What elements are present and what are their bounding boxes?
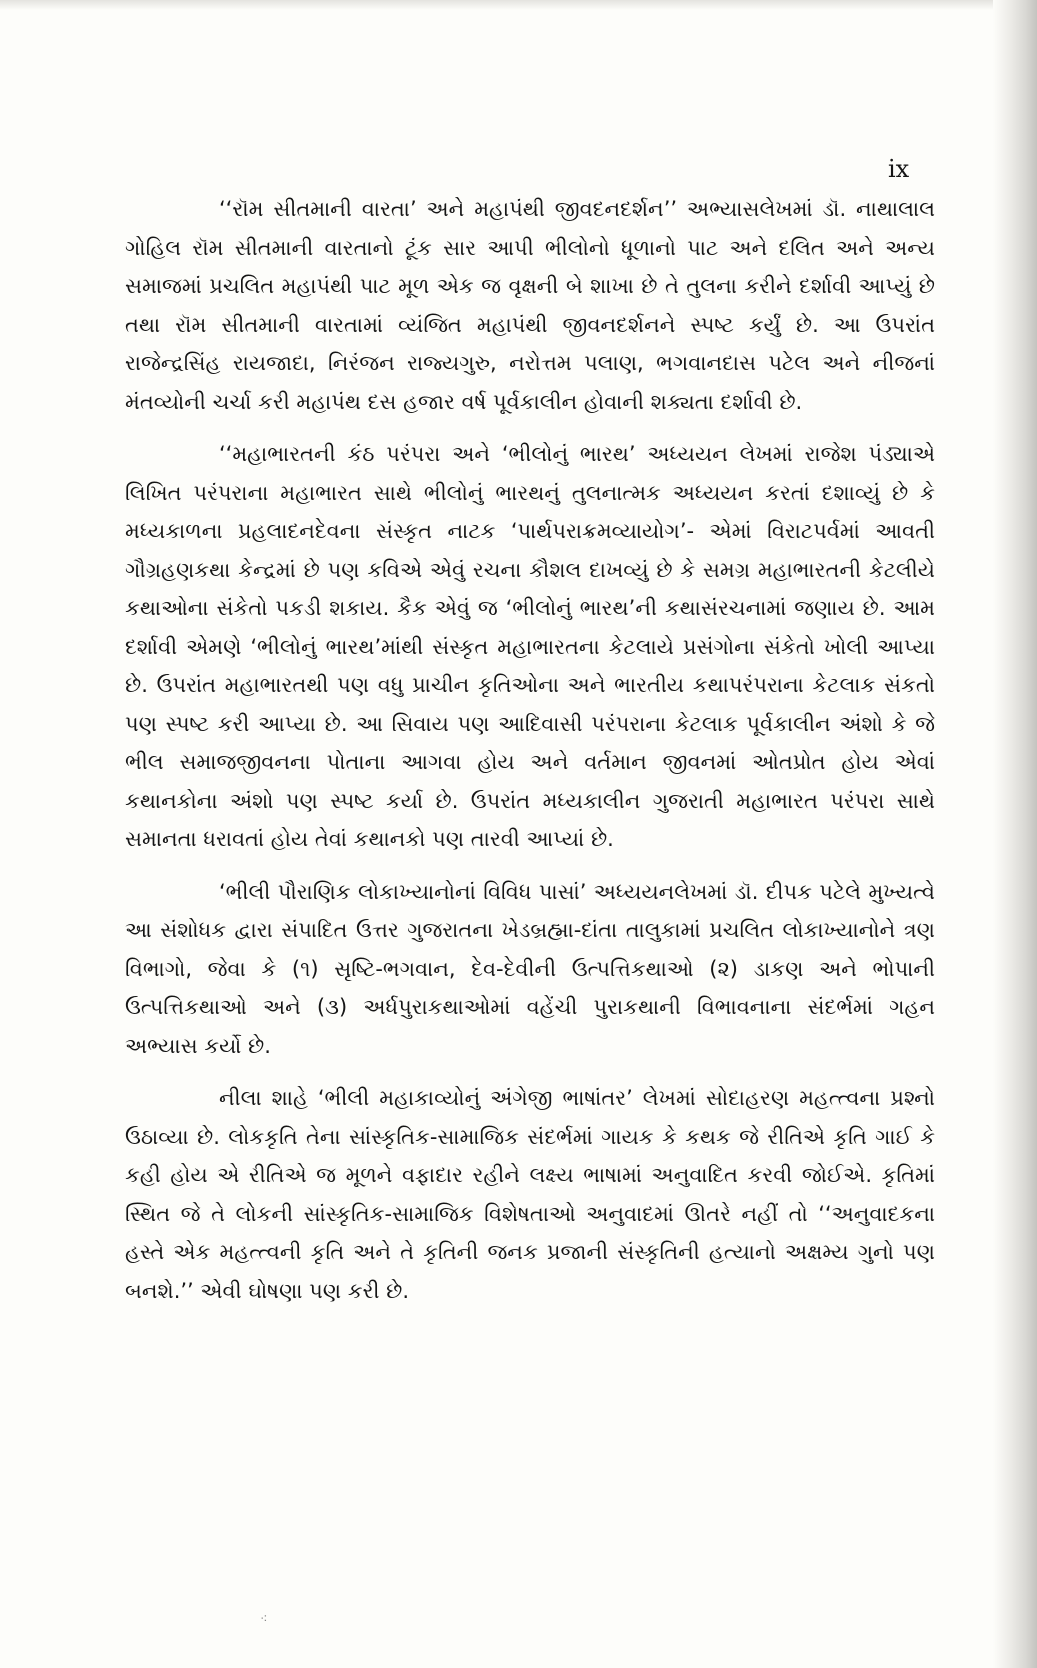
paragraph-mahabharat-kanth-parampara: ‘‘મહાભારતની કંઠ પરંપરા અને ‘ભીલોનું ભારથ’ અધ્યયન લેખમાં રાજેશ પંડ્યાએ લિખિત પરંપરાના મહાભારત સાથે ભીલોનું ભારથનું તુલનાત્મક અધ્યયન કરતાં દશાવ્યું છે કે મધ્યકાળના પ્રહલાદનદેવના સંસ્કૃત નાટક ‘પાર્થપરાક્રમવ્યાયોગ’- એમાં વિરાટપર્વમાં આવતી ગૌગ્રહણકથા કેન્દ્રમાં છે પણ કવિએ એવું રચના કૌશલ દાખવ્યું છે કે સમગ્ર મહાભારતની કેટલીયે કથાઓના સંકેતો પકડી શકાય. કૈક એવું જ ‘ભીલોનું ભારથ’ની કથાસંરચનામાં જણાય છે. આમ દર્શાવી એમણે ‘ભીલોનું ભારથ’માંથી સંસ્કૃત મહાભારતના કેટલાયે પ્રસંગોના સંકેતો ખોલી આપ્યા છે. ઉપરાંત મહાભારતથી પણ વધુ પ્રાચીન કૃતિઓના અને ભારતીય કથાપરંપરાના કેટલાક સંકતો પણ સ્પષ્ટ કરી આપ્યા છે. આ સિવાય પણ આદિવાસી પરંપરાના કેટલાક પૂર્વકાલીન અંશો કે જે ભીલ સમાજજીવનના પોતાના આગવા હોય અને વર્તમાન જીવનમાં ઓતપ્રોત હોય એવાં કથાનકોના અંશો પણ સ્પષ્ટ કર્યા છે. ઉપરાંત મધ્યકાલીન ગુજરાતી મહાભારત પરંપરા સાથે સમાનતા ધરાવતાં હોય તેવાં કથાનકો પણ તારવી આપ્યાં છે. xyxy=(125,442,935,851)
page-binding-shadow xyxy=(993,0,1037,1668)
page-top-shadow xyxy=(0,0,1037,10)
paragraph-bhili-mahakavyo-bhashantar: નીલા શાહે ‘ભીલી મહાકાવ્યોનું અંગેજી ભાષાંતર’ લેખમાં સોદાહરણ મહત્ત્વના પ્રશ્નો ઉઠાવ્યા છે. લોકકૃતિ તેના સાંસ્કૃતિક-સામાજિક સંદર્ભમાં ગાયક કે કથક જે રીતિએ કૃતિ ગાઈ કે કહી હોય એ રીતિએ જ મૂળને વફાદાર રહીને લક્ષ્ય ભાષામાં અનુવાદિત કરવી જોઈએ. કૃતિમાં સ્થિત જે તે લોકની સાંસ્કૃતિક-સામાજિક વિશેષતાઓ અનુવાદમાં ઊતરે નહીં તો ‘‘અનુવાદકના હસ્તે એક મહત્ત્વની કૃતિ અને તે કૃતિની જનક પ્રજાની સંસ્કૃતિની હત્યાનો અક્ષમ્ય ગુનો પણ બનશે.’’ એવી ઘોષણા પણ કરી છે. xyxy=(125,1086,935,1303)
ink-smudge: ⁖ xyxy=(260,1612,268,1627)
paragraph-rom-sitamani-varta: ‘‘રૉમ સીતમાની વારતા’ અને મહાપંથી જીવદનદર્શન’’ અભ્યાસલેખમાં ડૉ. નાથાલાલ ગોહિલ રૉમ સીતમાની વારતાનો ટૂંક સાર આપી ભીલોનો ધૂળાનો પાટ અને દલિત અને અન્ય સમાજમાં પ્રચલિત મહાપંથી પાટ મૂળ એક જ વૃક્ષની બે શાખા છે તે તુલના કરીને દર્શાવી આપ્યું છે તથા રૉમ સીતમાની વારતામાં વ્યંજિત મહાપંથી જીવનદર્શનને સ્પષ્ટ કર્યું છે. આ ઉપરાંત રાજેન્દ્રસિંહ રાયજાદા, નિરંજન રાજ્યગુરુ, નરોત્તમ પલાણ, ભગવાનદાસ પટેલ અને નીજનાં મંતવ્યોની ચર્ચા કરી મહાપંથ દસ હજાર વર્ષ પૂર્વકાલીન હોવાની શક્યતા દર્શાવી છે. xyxy=(125,197,935,414)
page-body xyxy=(125,190,935,1324)
paragraph-bhili-pauranik-lokakhyano: ‘ભીલી પૌરાણિક લોકાખ્યાનોનાં વિવિધ પાસાં’ અધ્યયનલેખમાં ડૉ. દીપક પટેલે મુખ્યત્વે આ સંશોધક દ્વારા સંપાદિત ઉત્તર ગુજરાતના ખેડબ્રહ્મા-દાંતા તાલુકામાં પ્રચલિત લોકાખ્યાનોને ત્રણ વિભાગો, જેવા કે (૧) સૃષ્ટિ-ભગવાન, દેવ-દેવીની ઉત્પત્તિકથાઓ (૨) ડાકણ અને ભોપાની ઉત્પત્તિકથાઓ અને (૩) અર્ધપુરાકથાઓમાં વહેંચી પુરાકથાની વિભાવનાના સંદર્ભમાં ગહન અભ્યાસ કર્યો છે. xyxy=(125,879,935,1058)
page-number: ix xyxy=(888,155,910,183)
